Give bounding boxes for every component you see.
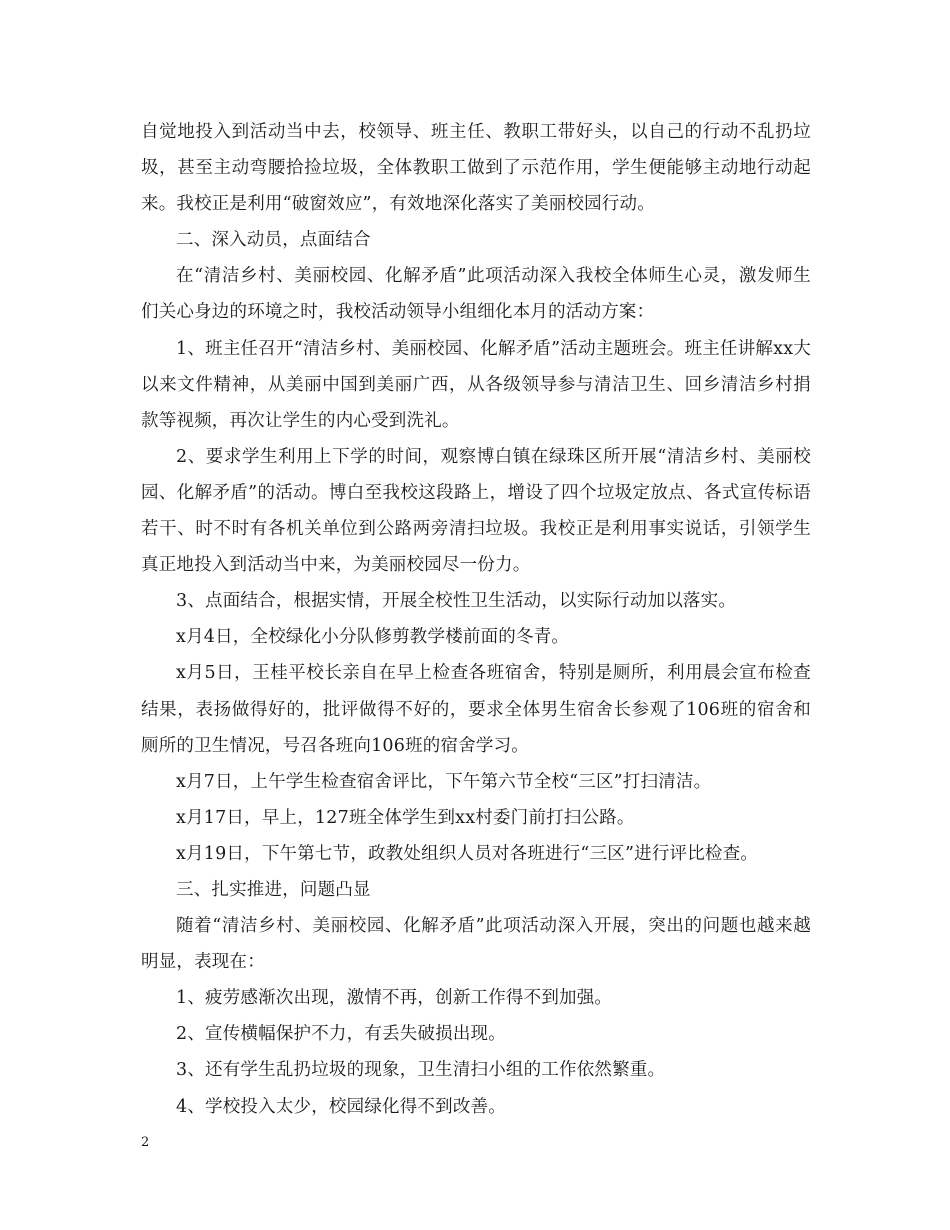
paragraph: 随着“清洁乡村、美丽校园、化解矛盾”此项活动深入开展，突出的问题也越来越明显，表现在： <box>141 916 811 973</box>
list-item: 3、点面结合，根据实情，开展全校性卫生活动，以实际行动加以落实。 <box>176 591 737 612</box>
list-item: 2、宣传横幅保护不力，有丢失破损出现。 <box>176 1024 506 1045</box>
list-item: 1、班主任召开“清洁乡村、美丽校园、化解矛盾”活动主题班会。班主任讲解xx大以来文件精神，从美丽中国到美丽广西，从各级领导参与清洁卫生、回乡清洁乡村捐款等视频，再次让学生的内心受到洗礼。 <box>141 338 811 431</box>
list-item: 2、要求学生利用上下学的时间，观察博白镇在绿珠区所开展“清洁乡村、美丽校园、化解矛盾”的活动。博白至我校这段路上，增设了四个垃圾定放点、各式宣传标语若干、时不时有各机关单位到公路两旁清扫垃圾。我校正是利用事实说话，引领学生真正地投入到活动当中来，为美丽校园尽一份力。 <box>141 446 811 576</box>
section-heading: 三、扎实推进，问题凸显 <box>176 879 371 900</box>
paragraph: 在“清洁乡村、美丽校园、化解矛盾”此项活动深入我校全体师生心灵，激发师生们关心身边的环境之时，我校活动领导小组细化本月的活动方案： <box>141 266 811 323</box>
activity-entry: x月19日，下午第七节，政教处组织人员对各班进行“三区”进行评比检查。 <box>176 843 759 864</box>
section-heading: 二、深入动员，点面结合 <box>176 230 371 251</box>
activity-entry: x月17日，早上，127班全体学生到xx村委门前打扫公路。 <box>176 807 635 828</box>
list-item: 3、还有学生乱扔垃圾的现象，卫生清扫小组的工作依然繁重。 <box>176 1060 666 1081</box>
document-body <box>141 114 811 1125</box>
page-number: 2 <box>141 1135 150 1150</box>
list-item: 1、疲劳感渐次出现，激情不再，创新工作得不到加强。 <box>176 988 613 1009</box>
activity-entry: x月7日，上午学生检查宿舍评比，下午第六节全校“三区”打扫清洁。 <box>176 771 712 792</box>
list-item: 4、学校投入太少，校园绿化得不到改善。 <box>176 1096 506 1117</box>
activity-entry: x月4日，全校绿化小分队修剪教学楼前面的冬青。 <box>176 627 570 648</box>
activity-entry: x月5日，王桂平校长亲自在早上检查各班宿舍，特别是厕所，利用晨会宣布检查结果，表扬做得好的，批评做得不好的，要求全体男生宿舍长参观了106班的宿舍和厕所的卫生情况，号召各班向106班的宿舍学习。 <box>141 663 811 756</box>
paragraph: 自觉地投入到活动当中去，校领导、班主任、教职工带好头，以自己的行动不乱扔垃圾，甚至主动弯腰拾捡垃圾，全体教职工做到了示范作用，学生便能够主动地行动起来。我校正是利用“破窗效应”，有效地深化落实了美丽校园行动。 <box>141 122 811 215</box>
